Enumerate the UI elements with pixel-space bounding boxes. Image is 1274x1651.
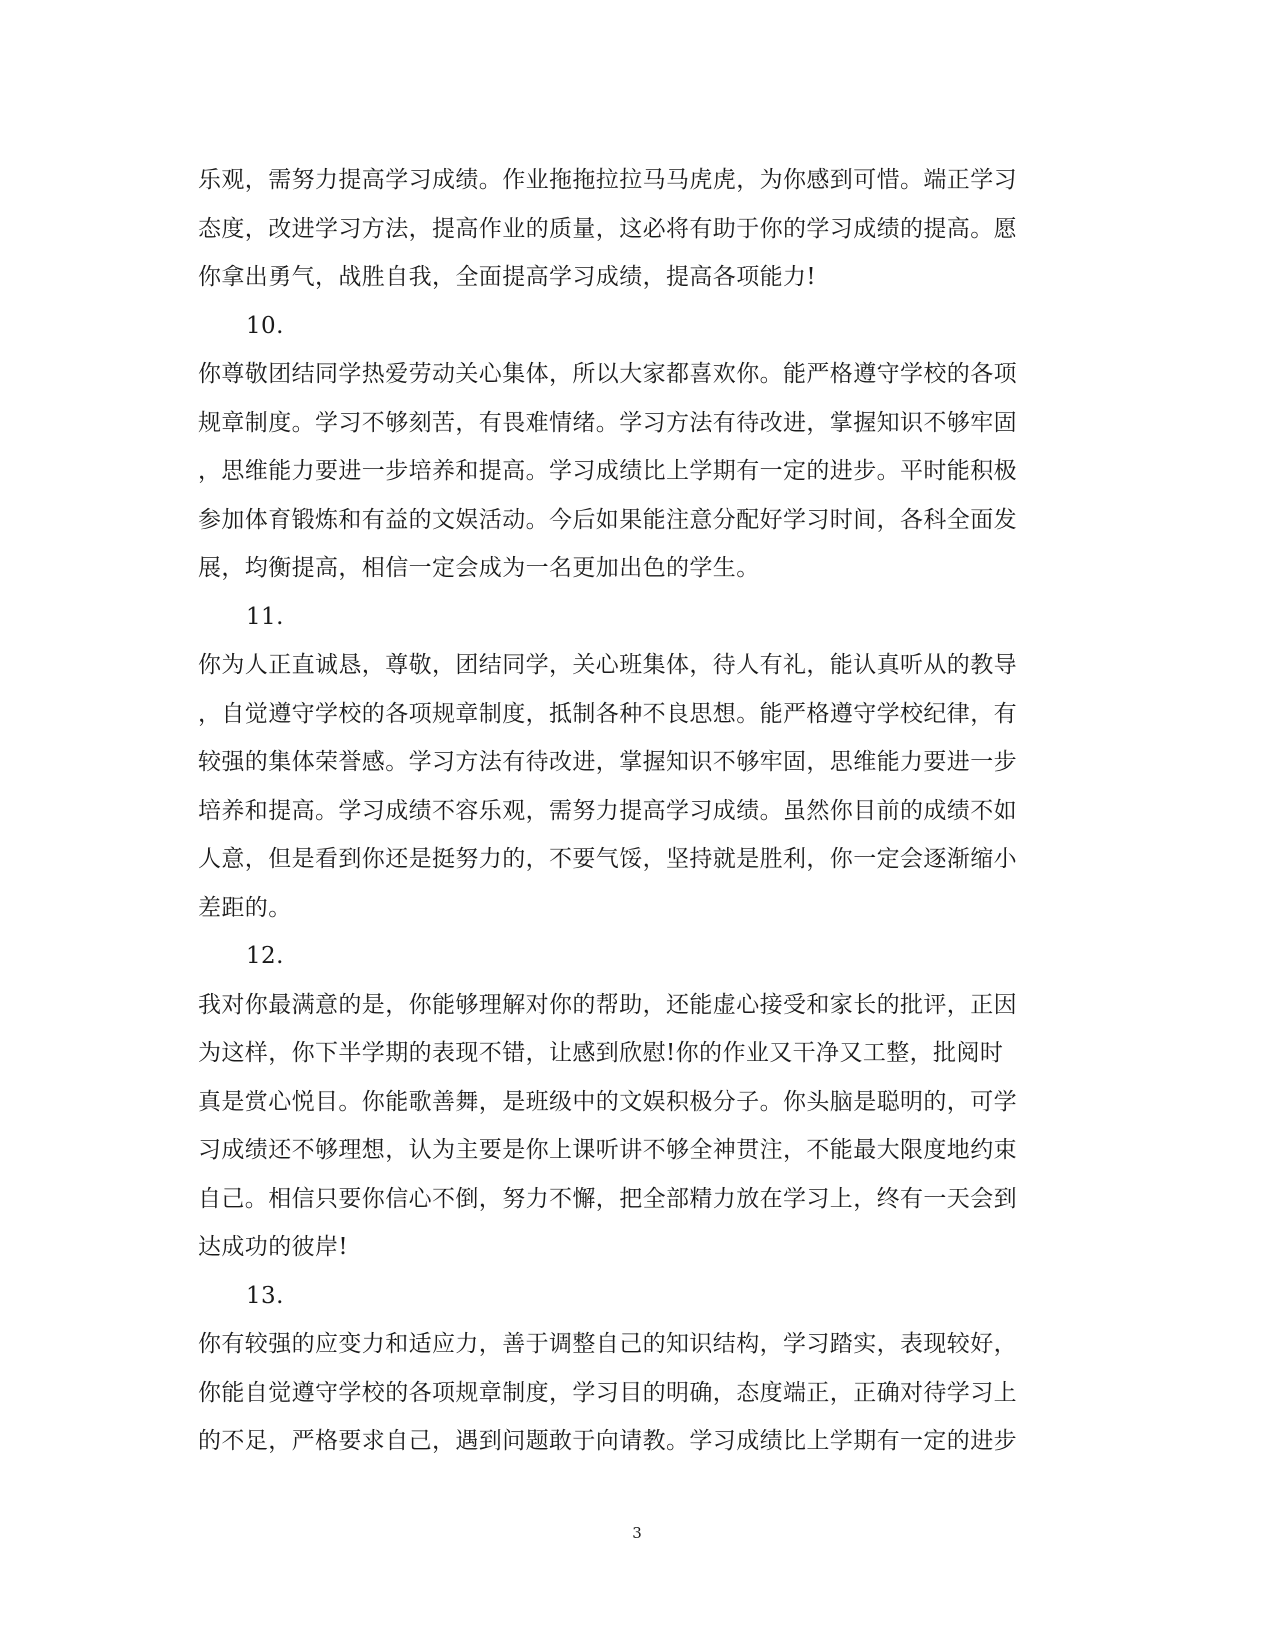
text-line: 达成功的彼岸! — [198, 1234, 349, 1260]
page-number: 3 — [632, 1524, 642, 1542]
text-line: 态度，改进学习方法，提高作业的质量，这必将有助于你的学习成绩的提高。愿 — [198, 215, 1017, 242]
text-line: 你尊敬团结同学热爱劳动关心集体，所以大家都喜欢你。能严格遵守学校的各项 — [198, 361, 1017, 387]
text-line: 差距的。 — [198, 894, 292, 921]
text-line: 人意，但是看到你还是挺努力的，不要气馁，坚持就是胜利，你一定会逐渐缩小 — [198, 846, 1017, 872]
text-line: 展，均衡提高，相信一定会成为一名更加出色的学生。 — [198, 555, 760, 581]
text-line: ，自觉遵守学校的各项规章制度，抵制各种不良思想。能严格遵守学校纪律，有 — [198, 700, 1017, 727]
text-line: 规章制度。学习不够刻苦，有畏难情绪。学习方法有待改进，掌握知识不够牢固 — [198, 409, 1017, 436]
item-number: 10. — [246, 312, 284, 339]
text-line: ，思维能力要进一步培养和提高。学习成绩比上学期有一定的进步。平时能积极 — [198, 458, 1017, 484]
text-line: 你为人正直诚恳，尊敬，团结同学，关心班集体，待人有礼，能认真听从的教导 — [198, 652, 1017, 678]
text-line: 你有较强的应变力和适应力，善于调整自己的知识结构，学习踏实，表现较好， — [198, 1331, 1017, 1357]
text-line: 真是赏心悦目。你能歌善舞，是班级中的文娱积极分子。你头脑是聪明的，可学 — [198, 1088, 1017, 1115]
body-text — [198, 156, 1078, 1466]
text-line: 你拿出勇气，战胜自我，全面提高学习成绩，提高各项能力! — [198, 264, 817, 290]
text-line: 习成绩还不够理想，认为主要是你上课听讲不够全神贯注，不能最大限度地约束 — [198, 1137, 1017, 1163]
item-number: 12. — [246, 943, 284, 969]
text-line: 你能自觉遵守学校的各项规章制度，学习目的明确，态度端正，正确对待学习上 — [198, 1379, 1017, 1406]
text-line: 较强的集体荣誉感。学习方法有待改进，掌握知识不够牢固，思维能力要进一步 — [198, 749, 1017, 775]
text-line: 我对你最满意的是，你能够理解对你的帮助，还能虚心接受和家长的批评，正因 — [198, 991, 1017, 1018]
text-line: 乐观，需努力提高学习成绩。作业拖拖拉拉马马虎虎，为你感到可惜。端正学习 — [198, 167, 1017, 193]
text-line: 培养和提高。学习成绩不容乐观，需努力提高学习成绩。虽然你目前的成绩不如 — [198, 797, 1017, 824]
item-number: 11. — [246, 603, 284, 630]
text-line: 参加体育锻炼和有益的文娱活动。今后如果能注意分配好学习时间，各科全面发 — [198, 506, 1017, 533]
text-line: 为这样，你下半学期的表现不错，让感到欣慰!你的作业又干净又工整，批阅时 — [198, 1040, 1004, 1066]
item-number: 13. — [246, 1282, 284, 1309]
text-line: 自己。相信只要你信心不倒，努力不懈，把全部精力放在学习上，终有一天会到 — [198, 1185, 1017, 1212]
text-line: 的不足，严格要求自己，遇到问题敢于向请教。学习成绩比上学期有一定的进步 — [198, 1428, 1017, 1454]
